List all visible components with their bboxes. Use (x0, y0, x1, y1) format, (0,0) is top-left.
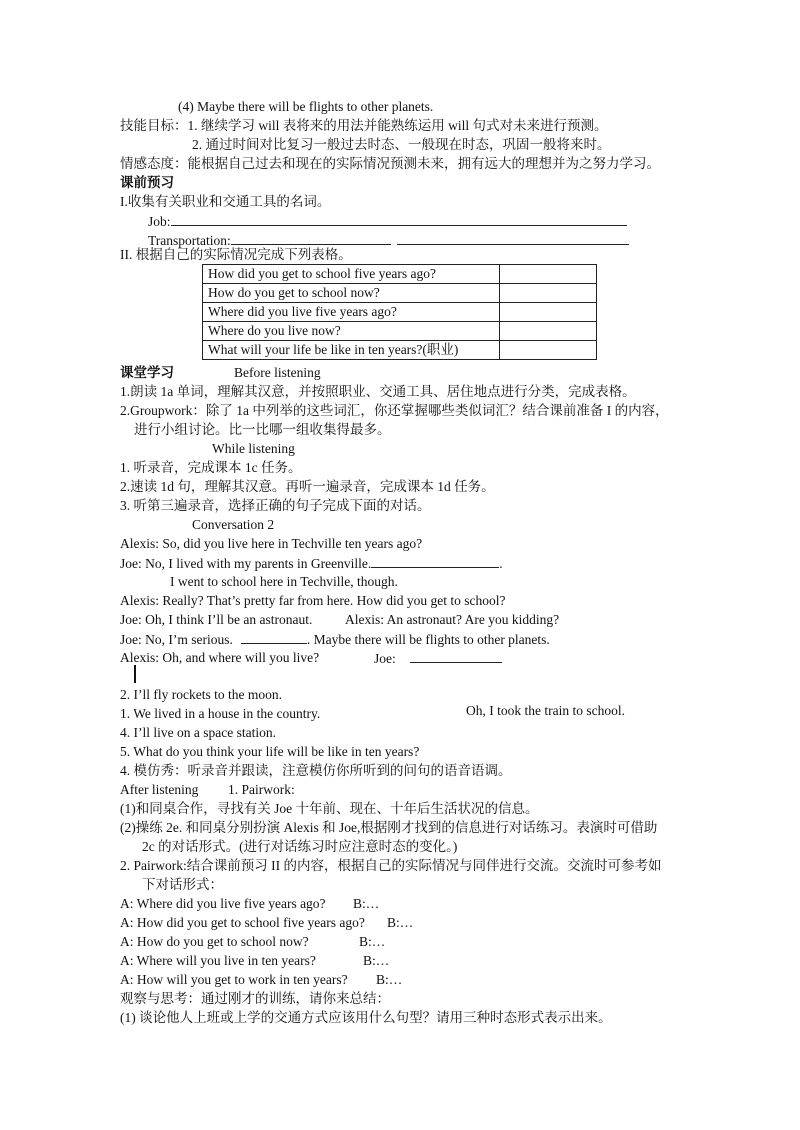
after-listening-heading: After listening (120, 782, 199, 797)
table-row (203, 341, 597, 360)
pairwork-1-step-2: (2)操练 2e. 和同桌分别扮演 Alexis 和 Joe,根据刚才找到的信息进行对话练习。表演时可借助 (120, 820, 658, 835)
question-cell: Where did you live five years ago? (203, 303, 500, 322)
objective-4: (4) Maybe there will be flights to other planets. (178, 99, 434, 114)
job-label: Job: (148, 212, 627, 231)
sample-dialogue-b: B:… (363, 953, 390, 968)
listening-task-1: 1. 听录音，完成课本 1c 任务。 (120, 460, 302, 475)
sample-dialogue-b: B:… (376, 972, 403, 987)
table-row (203, 265, 597, 284)
transportation-answer-blank-2[interactable] (397, 231, 629, 245)
section-class-heading: 课堂学习 (120, 365, 174, 380)
sample-dialogue-b: B:… (359, 934, 386, 949)
answer-cell[interactable] (500, 322, 597, 341)
listening-task-4: 4. 模仿秀：听录音并跟读，注意模仿你所听到的问句的语音语调。 (120, 763, 512, 778)
preview-task-2: II. 根据自己的实际情况完成下列表格。 (120, 247, 352, 262)
class-task-2: 2.Groupwork：除了 1a 中列举的这些词汇，你还掌握哪些类似词汇？结合课前准备 I 的内容， (120, 403, 669, 418)
reflection-question-1: (1) 谈论他人上班或上学的交通方式应该用什么句型？请用三种时态形式表示出来。 (120, 1010, 612, 1025)
text-cursor (134, 665, 136, 683)
dialogue-answer-blank[interactable] (371, 554, 499, 568)
sample-dialogue-a: A: How did you get to school five years ago? (120, 915, 365, 930)
dialogue-line: Joe: Oh, I think I’ll be an astronaut. (120, 612, 313, 627)
pairwork-1-step-1: (1)和同桌合作，寻找有关 Joe 十年前、现在、十年后生活状况的信息。 (120, 801, 539, 816)
table-row (203, 322, 597, 341)
dialogue-line: Alexis: An astronaut? Are you kidding? (345, 612, 560, 627)
question-cell: How do you get to school now? (203, 284, 500, 303)
dialogue-answer-blank[interactable] (410, 649, 502, 663)
question-cell: How did you get to school five years ago? (203, 265, 500, 284)
job-answer-blank[interactable] (171, 212, 627, 226)
question-cell: What will your life be like in ten years?(职业) (203, 341, 500, 360)
dialogue-line: Alexis: Oh, and where will you live? (120, 650, 320, 665)
pairwork-1-step-2-cont: 2c 的对话形式。(进行对话练习时应注意时态的变化。) (142, 839, 458, 854)
pairwork-2-cont: 下对话形式： (142, 877, 223, 892)
transportation-label: Transportation: (148, 231, 629, 250)
sample-dialogue-a: A: How will you get to work in ten years? (120, 972, 348, 987)
skill-goal-1: 技能目标：1. 继续学习 will 表将来的用法并能熟练运用 will 句式对未来进行预测。 (120, 118, 608, 133)
dialogue-line: Alexis: Really? That’s pretty far from here. How did you get to school? (120, 593, 506, 608)
dialogue-answer-blank[interactable] (241, 630, 307, 644)
table-row (203, 303, 597, 322)
answer-cell[interactable] (500, 284, 597, 303)
option-1: 1. We lived in a house in the country. (120, 706, 321, 721)
option-5: 5. What do you think your life will be like in ten years? (120, 744, 420, 759)
answer-cell[interactable] (500, 341, 597, 360)
listening-task-2: 2.速读 1d 句，理解其汉意。再听一遍录音，完成课本 1d 任务。 (120, 479, 495, 494)
table-row (203, 284, 597, 303)
before-listening-heading: Before listening (234, 365, 321, 380)
preview-question-table (202, 264, 597, 360)
conversation-title: Conversation 2 (192, 517, 275, 532)
option-3: Oh, I took the train to school. (466, 703, 625, 718)
dialogue-line: Alexis: So, did you live here in Techville ten years ago? (120, 536, 423, 551)
question-cell: Where do you live now? (203, 322, 500, 341)
while-listening-heading: While listening (212, 441, 295, 456)
class-task-1: 1.朗读 1a 单词，理解其汉意，并按照职业、交通工具、居住地点进行分类，完成表格。 (120, 384, 636, 399)
pairwork-1-heading: 1. Pairwork: (228, 782, 295, 797)
attitude-goal: 情感态度：能根据自己过去和现在的实际情况预测未来，拥有远大的理想并为之努力学习。 (120, 156, 660, 171)
listening-task-3: 3. 听第三遍录音，选择正确的句子完成下面的对话。 (120, 498, 431, 513)
preview-task-1: I.收集有关职业和交通工具的名词。 (120, 194, 331, 209)
dialogue-line: Joe: No, I lived with my parents in Greenville. . (120, 556, 503, 571)
dialogue-line: Joe: (374, 649, 502, 668)
sample-dialogue-a: A: How do you get to school now? (120, 934, 309, 949)
dialogue-line: Joe: No, I’m serious. . Maybe there will be flights to other planets. (120, 632, 550, 647)
skill-goal-2: 2. 通过时间对比复习一般过去时态、一般现在时态，巩固一般将来时。 (192, 137, 611, 152)
reflection-heading: 观察与思考：通过刚才的训练，请你来总结： (120, 991, 390, 1006)
option-2: 2. I’ll fly rockets to the moon. (120, 687, 282, 702)
transportation-answer-blank-1[interactable] (231, 231, 391, 245)
sample-dialogue-b: B:… (387, 915, 414, 930)
answer-cell[interactable] (500, 303, 597, 322)
class-task-2-cont: 进行小组讨论。比一比哪一组收集得最多。 (134, 422, 391, 437)
sample-dialogue-a: A: Where will you live in ten years? (120, 953, 316, 968)
section-preview-heading: 课前预习 (120, 175, 174, 190)
dialogue-line: I went to school here in Techville, though. (170, 574, 398, 589)
sample-dialogue-a: A: Where did you live five years ago? (120, 896, 326, 911)
answer-cell[interactable] (500, 265, 597, 284)
pairwork-2: 2. Pairwork:结合课前预习 II 的内容，根据自己的实际情况与同伴进行交流。交流时可参考如 (120, 858, 662, 873)
sample-dialogue-b: B:… (353, 896, 380, 911)
option-4: 4. I’ll live on a space station. (120, 725, 276, 740)
